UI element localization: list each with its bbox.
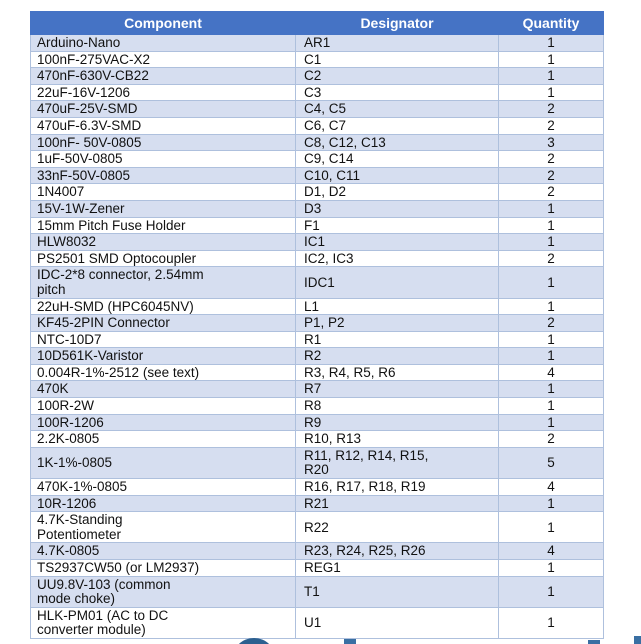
quantity-value: 1 xyxy=(547,84,555,100)
designator-cell xyxy=(296,414,499,431)
component-value: 470uF-25V-SMD xyxy=(37,101,138,117)
designator-value: D1, D2 xyxy=(304,184,347,200)
component-cell xyxy=(31,607,296,638)
component-value: 470K-1%-0805 xyxy=(37,479,128,495)
designator-value: C9, C14 xyxy=(304,151,354,167)
designator-value: IC2, IC3 xyxy=(304,250,354,266)
designator-cell xyxy=(296,200,499,217)
designator-value: R9 xyxy=(304,414,322,430)
component-cell xyxy=(31,364,296,381)
component-cell xyxy=(31,250,296,267)
component-cell xyxy=(31,117,296,134)
component-value: 100R-1206 xyxy=(37,414,104,430)
component-value: 22uF-16V-1206 xyxy=(37,84,131,100)
quantity-value: 1 xyxy=(547,414,555,430)
designator-value: R23, R24, R25, R26 xyxy=(304,543,426,559)
component-value: HLK-PM01 (AC to DC converter module) xyxy=(37,607,169,638)
component-cell xyxy=(31,315,296,332)
designator-value: R1 xyxy=(304,331,322,347)
quantity-value: 1 xyxy=(547,274,555,290)
quantity-value: 1 xyxy=(547,200,555,216)
designator-value: R11, R12, R14, R15, R20 xyxy=(304,447,429,478)
component-cell xyxy=(31,101,296,118)
designator-cell xyxy=(296,607,499,638)
designator-cell xyxy=(296,117,499,134)
designator-value: C4, C5 xyxy=(304,101,347,117)
table-row xyxy=(31,431,604,448)
component-cell xyxy=(31,151,296,168)
quantity-cell xyxy=(499,560,604,577)
component-cell xyxy=(31,267,296,298)
quantity-value: 5 xyxy=(547,455,555,471)
quantity-cell xyxy=(499,151,604,168)
component-cell xyxy=(31,512,296,543)
table-row xyxy=(31,607,604,638)
watermark-logo-bar-fragment xyxy=(588,640,600,644)
designator-cell xyxy=(296,217,499,234)
table-row xyxy=(31,134,604,151)
quantity-cell xyxy=(499,364,604,381)
component-value: 15V-1W-Zener xyxy=(37,200,125,216)
quantity-value: 4 xyxy=(547,543,555,559)
designator-cell xyxy=(296,364,499,381)
table-row xyxy=(31,576,604,607)
designator-value: U1 xyxy=(304,615,322,631)
component-value: 0.004R-1%-2512 (see text) xyxy=(37,364,200,380)
component-cell xyxy=(31,431,296,448)
table-row xyxy=(31,101,604,118)
table-row xyxy=(31,512,604,543)
component-value: 100nF-275VAC-X2 xyxy=(37,51,151,67)
component-value: IDC-2*8 connector, 2.54mm pitch xyxy=(37,267,204,297)
component-cell xyxy=(31,381,296,398)
quantity-cell xyxy=(499,348,604,365)
table-row xyxy=(31,84,604,101)
quantity-value: 1 xyxy=(547,51,555,67)
component-value: 100R-2W xyxy=(37,398,95,414)
quantity-cell xyxy=(499,267,604,298)
component-value: 470nF-630V-CB22 xyxy=(37,68,149,84)
designator-cell xyxy=(296,267,499,298)
column-header-quantity: Quantity xyxy=(499,12,604,35)
quantity-value: 2 xyxy=(547,151,555,167)
designator-value: C8, C12, C13 xyxy=(304,134,386,150)
designator-cell xyxy=(296,298,499,315)
table-row xyxy=(31,414,604,431)
table-row xyxy=(31,117,604,134)
bom-table-header xyxy=(31,12,604,35)
designator-value: R21 xyxy=(304,495,329,511)
quantity-cell xyxy=(499,35,604,52)
quantity-value: 2 xyxy=(547,184,555,200)
quantity-cell xyxy=(499,315,604,332)
table-row xyxy=(31,364,604,381)
table-row xyxy=(31,348,604,365)
designator-cell xyxy=(296,560,499,577)
table-row xyxy=(31,447,604,478)
quantity-cell xyxy=(499,184,604,201)
component-cell xyxy=(31,331,296,348)
component-value: 4.7K-0805 xyxy=(37,543,100,559)
component-value: PS2501 SMD Optocoupler xyxy=(37,250,197,266)
designator-cell xyxy=(296,381,499,398)
designator-value: C2 xyxy=(304,68,322,84)
column-header-designator: Designator xyxy=(296,12,499,35)
component-cell xyxy=(31,560,296,577)
component-value: 4.7K-Standing Potentiometer xyxy=(37,512,123,542)
designator-cell xyxy=(296,184,499,201)
table-row xyxy=(31,250,604,267)
component-value: KF45-2PIN Connector xyxy=(37,315,170,331)
quantity-cell xyxy=(499,495,604,512)
component-value: 1N4007 xyxy=(37,184,85,200)
component-cell xyxy=(31,51,296,68)
quantity-value: 2 xyxy=(547,431,555,447)
quantity-value: 1 xyxy=(547,35,555,50)
component-value: 10R-1206 xyxy=(37,495,97,511)
designator-value: L1 xyxy=(304,298,320,314)
designator-cell xyxy=(296,315,499,332)
designator-cell xyxy=(296,167,499,184)
quantity-value: 1 xyxy=(547,381,555,397)
table-row xyxy=(31,267,604,298)
quantity-cell xyxy=(499,234,604,251)
component-cell xyxy=(31,348,296,365)
quantity-cell xyxy=(499,479,604,496)
table-row xyxy=(31,35,604,52)
quantity-cell xyxy=(499,512,604,543)
quantity-cell xyxy=(499,543,604,560)
quantity-value: 2 xyxy=(547,315,555,331)
designator-cell xyxy=(296,250,499,267)
quantity-value: 2 xyxy=(547,167,555,183)
component-cell xyxy=(31,479,296,496)
component-value: HLW8032 xyxy=(37,234,97,250)
watermark-logo-bar-fragment xyxy=(634,636,641,644)
header-row xyxy=(31,12,604,35)
designator-value: IC1 xyxy=(304,234,326,250)
designator-value: R3, R4, R5, R6 xyxy=(304,364,396,380)
table-row xyxy=(31,184,604,201)
component-cell xyxy=(31,84,296,101)
quantity-cell xyxy=(499,414,604,431)
designator-cell xyxy=(296,348,499,365)
table-row xyxy=(31,51,604,68)
designator-cell xyxy=(296,495,499,512)
designator-cell xyxy=(296,447,499,478)
component-value: UU9.8V-103 (common mode choke) xyxy=(37,576,171,607)
designator-value: R8 xyxy=(304,398,322,414)
table-row xyxy=(31,495,604,512)
quantity-value: 1 xyxy=(547,68,555,84)
quantity-value: 1 xyxy=(547,560,555,575)
table-row xyxy=(31,381,604,398)
component-value: 100nF- 50V-0805 xyxy=(37,134,142,150)
quantity-cell xyxy=(499,217,604,234)
designator-cell xyxy=(296,84,499,101)
component-cell xyxy=(31,298,296,315)
designator-value: C1 xyxy=(304,51,322,67)
designator-value: AR1 xyxy=(304,35,331,50)
component-value: 22uH-SMD (HPC6045NV) xyxy=(37,298,194,314)
component-cell xyxy=(31,414,296,431)
designator-cell xyxy=(296,431,499,448)
bom-table xyxy=(30,11,604,639)
bom-table-body xyxy=(31,35,604,639)
component-cell xyxy=(31,543,296,560)
designator-cell xyxy=(296,512,499,543)
quantity-cell xyxy=(499,200,604,217)
component-cell xyxy=(31,134,296,151)
designator-value: R7 xyxy=(304,381,322,397)
quantity-cell xyxy=(499,447,604,478)
designator-value: C3 xyxy=(304,84,322,100)
quantity-cell xyxy=(499,331,604,348)
designator-value: REG1 xyxy=(304,560,341,575)
component-cell xyxy=(31,398,296,415)
table-row xyxy=(31,298,604,315)
quantity-cell xyxy=(499,381,604,398)
table-row xyxy=(31,167,604,184)
quantity-value: 1 xyxy=(547,348,555,364)
table-row xyxy=(31,151,604,168)
quantity-cell xyxy=(499,84,604,101)
designator-value: P1, P2 xyxy=(304,315,345,331)
quantity-value: 1 xyxy=(547,298,555,314)
designator-cell xyxy=(296,398,499,415)
component-cell xyxy=(31,35,296,52)
designator-cell xyxy=(296,35,499,52)
column-header-component: Component xyxy=(31,12,296,35)
table-row xyxy=(31,543,604,560)
component-value: Arduino-Nano xyxy=(37,35,121,50)
quantity-cell xyxy=(499,250,604,267)
designator-cell xyxy=(296,331,499,348)
component-cell xyxy=(31,447,296,478)
quantity-value: 1 xyxy=(547,398,555,414)
quantity-cell xyxy=(499,101,604,118)
component-value: NTC-10D7 xyxy=(37,331,102,347)
component-value: 2.2K-0805 xyxy=(37,431,100,447)
table-row xyxy=(31,200,604,217)
designator-cell xyxy=(296,68,499,85)
designator-cell xyxy=(296,543,499,560)
component-value: 10D561K-Varistor xyxy=(37,348,144,364)
designator-cell xyxy=(296,479,499,496)
component-value: 1uF-50V-0805 xyxy=(37,151,123,167)
quantity-value: 1 xyxy=(547,234,555,250)
quantity-cell xyxy=(499,167,604,184)
quantity-value: 4 xyxy=(547,479,555,495)
quantity-value: 2 xyxy=(547,101,555,117)
quantity-cell xyxy=(499,51,604,68)
designator-cell xyxy=(296,101,499,118)
designator-value: F1 xyxy=(304,217,320,233)
table-row xyxy=(31,234,604,251)
designator-cell xyxy=(296,576,499,607)
component-cell xyxy=(31,217,296,234)
quantity-cell xyxy=(499,298,604,315)
table-row xyxy=(31,315,604,332)
designator-value: R22 xyxy=(304,519,329,535)
component-cell xyxy=(31,184,296,201)
quantity-cell xyxy=(499,117,604,134)
designator-value: R10, R13 xyxy=(304,431,362,447)
quantity-value: 1 xyxy=(547,331,555,347)
quantity-value: 2 xyxy=(547,250,555,266)
designator-value: IDC1 xyxy=(304,274,335,290)
table-row xyxy=(31,560,604,577)
designator-value: T1 xyxy=(304,583,320,599)
designator-cell xyxy=(296,151,499,168)
designator-cell xyxy=(296,234,499,251)
designator-value: C6, C7 xyxy=(304,117,347,133)
component-value: 470uF-6.3V-SMD xyxy=(37,117,142,133)
quantity-cell xyxy=(499,607,604,638)
component-value: 1K-1%-0805 xyxy=(37,455,113,471)
quantity-cell xyxy=(499,134,604,151)
designator-value: D3 xyxy=(304,200,322,216)
table-row xyxy=(31,217,604,234)
table-row xyxy=(31,398,604,415)
quantity-value: 2 xyxy=(547,117,555,133)
component-value: 470K xyxy=(37,381,69,397)
designator-cell xyxy=(296,51,499,68)
component-cell xyxy=(31,68,296,85)
component-cell xyxy=(31,200,296,217)
table-row xyxy=(31,331,604,348)
component-value: TS2937CW50 (or LM2937) xyxy=(37,560,200,575)
quantity-value: 4 xyxy=(547,364,555,380)
quantity-value: 1 xyxy=(547,583,555,599)
component-value: 33nF-50V-0805 xyxy=(37,167,131,183)
quantity-cell xyxy=(499,398,604,415)
quantity-value: 1 xyxy=(547,519,555,535)
quantity-cell xyxy=(499,576,604,607)
quantity-value: 1 xyxy=(547,217,555,233)
table-row xyxy=(31,68,604,85)
quantity-cell xyxy=(499,68,604,85)
component-value: 15mm Pitch Fuse Holder xyxy=(37,217,186,233)
designator-value: C10, C11 xyxy=(304,167,361,183)
designator-value: R16, R17, R18, R19 xyxy=(304,479,426,495)
designator-value: R2 xyxy=(304,348,322,364)
quantity-value: 1 xyxy=(547,615,555,631)
quantity-value: 1 xyxy=(547,495,555,511)
watermark-logo-bar-fragment xyxy=(344,639,356,644)
table-row xyxy=(31,479,604,496)
quantity-cell xyxy=(499,431,604,448)
component-cell xyxy=(31,167,296,184)
component-cell xyxy=(31,576,296,607)
component-cell xyxy=(31,495,296,512)
component-cell xyxy=(31,234,296,251)
quantity-value: 3 xyxy=(547,134,555,150)
designator-cell xyxy=(296,134,499,151)
